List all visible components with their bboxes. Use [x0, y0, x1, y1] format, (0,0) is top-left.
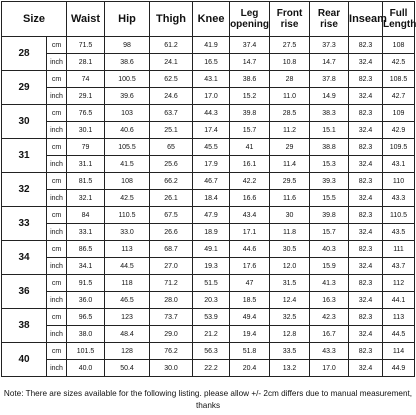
full-length-inch-cell: 44.9	[383, 360, 415, 377]
table-row	[2, 71, 415, 88]
rear-rise-cm-cell: 37.8	[310, 71, 349, 88]
unit-label: inch	[47, 292, 67, 309]
unit-label: inch	[47, 224, 67, 241]
hip-cm-cell: 105.5	[105, 139, 150, 156]
front-rise-cm-cell: 29.5	[270, 173, 310, 190]
inseam-cm-cell: 82.3	[349, 241, 383, 258]
waist-cm-cell: 86.5	[67, 241, 105, 258]
leg-opening-inch-cell: 19.4	[230, 326, 270, 343]
rear-rise-cm-cell: 40.3	[310, 241, 349, 258]
hip-inch-cell: 40.6	[105, 122, 150, 139]
size-label: 33	[2, 207, 47, 241]
full-length-cm-cell: 110.5	[383, 207, 415, 224]
hip-cm-cell: 98	[105, 37, 150, 54]
leg-opening-inch-cell: 15.7	[230, 122, 270, 139]
waist-cm-cell: 91.5	[67, 275, 105, 292]
full-length-cm-cell: 110	[383, 173, 415, 190]
inseam-cm-cell: 82.3	[349, 37, 383, 54]
knee-inch-cell: 19.3	[193, 258, 230, 275]
knee-cm-cell: 56.3	[193, 343, 230, 360]
hip-cm-cell: 110.5	[105, 207, 150, 224]
front-rise-cm-cell: 30.5	[270, 241, 310, 258]
inseam-cm-cell: 82.3	[349, 275, 383, 292]
thigh-inch-cell: 28.0	[150, 292, 193, 309]
leg-opening-cm-cell: 44.6	[230, 241, 270, 258]
inseam-inch-cell: 32.4	[349, 156, 383, 173]
waist-inch-cell: 31.1	[67, 156, 105, 173]
leg-opening-cm-cell: 47	[230, 275, 270, 292]
front-rise-inch-cell: 11.0	[270, 88, 310, 105]
hip-inch-cell: 44.5	[105, 258, 150, 275]
full-length-cm-cell: 109	[383, 105, 415, 122]
header-rear-rise: Rear rise	[310, 2, 349, 37]
front-rise-inch-cell: 11.6	[270, 190, 310, 207]
front-rise-inch-cell: 12.4	[270, 292, 310, 309]
hip-inch-cell: 42.5	[105, 190, 150, 207]
full-length-inch-cell: 44.1	[383, 292, 415, 309]
table-row	[2, 224, 415, 241]
knee-cm-cell: 53.9	[193, 309, 230, 326]
knee-inch-cell: 17.9	[193, 156, 230, 173]
hip-inch-cell: 33.0	[105, 224, 150, 241]
full-length-cm-cell: 111	[383, 241, 415, 258]
hip-inch-cell: 46.5	[105, 292, 150, 309]
table-row	[2, 258, 415, 275]
front-rise-cm-cell: 31.5	[270, 275, 310, 292]
hip-inch-cell: 39.6	[105, 88, 150, 105]
table-row	[2, 343, 415, 360]
thigh-inch-cell: 26.6	[150, 224, 193, 241]
rear-rise-cm-cell: 38.8	[310, 139, 349, 156]
thigh-inch-cell: 24.1	[150, 54, 193, 71]
hip-cm-cell: 123	[105, 309, 150, 326]
unit-label: cm	[47, 275, 67, 292]
full-length-cm-cell: 113	[383, 309, 415, 326]
table-row	[2, 241, 415, 258]
waist-inch-cell: 33.1	[67, 224, 105, 241]
unit-label: inch	[47, 326, 67, 343]
header-size: Size	[2, 2, 67, 37]
leg-opening-inch-cell: 16.1	[230, 156, 270, 173]
table-row	[2, 173, 415, 190]
inseam-inch-cell: 32.4	[349, 54, 383, 71]
waist-inch-cell: 36.0	[67, 292, 105, 309]
hip-cm-cell: 100.5	[105, 71, 150, 88]
unit-label: inch	[47, 122, 67, 139]
unit-label: inch	[47, 54, 67, 71]
leg-opening-inch-cell: 17.1	[230, 224, 270, 241]
knee-cm-cell: 45.5	[193, 139, 230, 156]
front-rise-cm-cell: 33.5	[270, 343, 310, 360]
waist-cm-cell: 74	[67, 71, 105, 88]
table-row	[2, 275, 415, 292]
thigh-cm-cell: 65	[150, 139, 193, 156]
hip-inch-cell: 41.5	[105, 156, 150, 173]
table-row	[2, 139, 415, 156]
thigh-inch-cell: 29.0	[150, 326, 193, 343]
waist-inch-cell: 38.0	[67, 326, 105, 343]
full-length-cm-cell: 112	[383, 275, 415, 292]
full-length-inch-cell: 42.5	[383, 54, 415, 71]
waist-cm-cell: 101.5	[67, 343, 105, 360]
thigh-cm-cell: 76.2	[150, 343, 193, 360]
leg-opening-cm-cell: 38.6	[230, 71, 270, 88]
waist-cm-cell: 79	[67, 139, 105, 156]
thigh-cm-cell: 71.2	[150, 275, 193, 292]
size-label: 30	[2, 105, 47, 139]
header-front-rise: Front rise	[270, 2, 310, 37]
hip-inch-cell: 50.4	[105, 360, 150, 377]
knee-cm-cell: 43.1	[193, 71, 230, 88]
size-label: 34	[2, 241, 47, 275]
knee-cm-cell: 41.9	[193, 37, 230, 54]
front-rise-inch-cell: 13.2	[270, 360, 310, 377]
thigh-cm-cell: 67.5	[150, 207, 193, 224]
size-label: 31	[2, 139, 47, 173]
inseam-cm-cell: 82.3	[349, 309, 383, 326]
table-row	[2, 292, 415, 309]
knee-inch-cell: 20.3	[193, 292, 230, 309]
rear-rise-cm-cell: 37.3	[310, 37, 349, 54]
leg-opening-inch-cell: 20.4	[230, 360, 270, 377]
front-rise-cm-cell: 27.5	[270, 37, 310, 54]
front-rise-cm-cell: 29	[270, 139, 310, 156]
thigh-cm-cell: 66.2	[150, 173, 193, 190]
inseam-inch-cell: 32.4	[349, 258, 383, 275]
table-row	[2, 190, 415, 207]
thigh-cm-cell: 63.7	[150, 105, 193, 122]
hip-cm-cell: 118	[105, 275, 150, 292]
header-hip: Hip	[105, 2, 150, 37]
front-rise-cm-cell: 30	[270, 207, 310, 224]
thigh-inch-cell: 25.6	[150, 156, 193, 173]
waist-inch-cell: 34.1	[67, 258, 105, 275]
size-label: 28	[2, 37, 47, 71]
thigh-inch-cell: 24.6	[150, 88, 193, 105]
unit-label: cm	[47, 37, 67, 54]
front-rise-inch-cell: 12.0	[270, 258, 310, 275]
unit-label: cm	[47, 139, 67, 156]
full-length-cm-cell: 108	[383, 37, 415, 54]
leg-opening-cm-cell: 51.8	[230, 343, 270, 360]
waist-cm-cell: 84	[67, 207, 105, 224]
header-knee: Knee	[193, 2, 230, 37]
inseam-inch-cell: 32.4	[349, 190, 383, 207]
unit-label: cm	[47, 241, 67, 258]
unit-label: cm	[47, 173, 67, 190]
leg-opening-inch-cell: 17.6	[230, 258, 270, 275]
size-label: 36	[2, 275, 47, 309]
size-label: 38	[2, 309, 47, 343]
table-row	[2, 207, 415, 224]
leg-opening-inch-cell: 15.2	[230, 88, 270, 105]
leg-opening-cm-cell: 42.2	[230, 173, 270, 190]
header-full-length: Full Length	[383, 2, 415, 37]
table-row	[2, 309, 415, 326]
knee-cm-cell: 51.5	[193, 275, 230, 292]
front-rise-inch-cell: 12.8	[270, 326, 310, 343]
knee-inch-cell: 18.9	[193, 224, 230, 241]
knee-cm-cell: 49.1	[193, 241, 230, 258]
hip-inch-cell: 38.6	[105, 54, 150, 71]
inseam-inch-cell: 32.4	[349, 224, 383, 241]
waist-cm-cell: 76.5	[67, 105, 105, 122]
inseam-inch-cell: 32.4	[349, 326, 383, 343]
leg-opening-cm-cell: 43.4	[230, 207, 270, 224]
unit-label: inch	[47, 360, 67, 377]
header-row	[2, 2, 415, 37]
header-thigh: Thigh	[150, 2, 193, 37]
full-length-cm-cell: 108.5	[383, 71, 415, 88]
rear-rise-cm-cell: 38.3	[310, 105, 349, 122]
front-rise-cm-cell: 32.5	[270, 309, 310, 326]
rear-rise-inch-cell: 15.3	[310, 156, 349, 173]
rear-rise-cm-cell: 41.3	[310, 275, 349, 292]
inseam-inch-cell: 32.4	[349, 122, 383, 139]
unit-label: cm	[47, 343, 67, 360]
rear-rise-inch-cell: 16.3	[310, 292, 349, 309]
thigh-inch-cell: 25.1	[150, 122, 193, 139]
leg-opening-cm-cell: 41	[230, 139, 270, 156]
footnote: Note: There are sizes available for the following listing. please allow +/- 2cm differs due to manual measurement, thanks	[3, 389, 413, 410]
front-rise-cm-cell: 28	[270, 71, 310, 88]
thigh-inch-cell: 26.1	[150, 190, 193, 207]
size-table	[1, 1, 415, 377]
table-row	[2, 37, 415, 54]
table-row	[2, 105, 415, 122]
leg-opening-inch-cell: 14.7	[230, 54, 270, 71]
front-rise-inch-cell: 10.8	[270, 54, 310, 71]
rear-rise-inch-cell: 17.0	[310, 360, 349, 377]
thigh-cm-cell: 62.5	[150, 71, 193, 88]
knee-cm-cell: 44.3	[193, 105, 230, 122]
waist-inch-cell: 40.0	[67, 360, 105, 377]
size-label: 40	[2, 343, 47, 377]
hip-cm-cell: 103	[105, 105, 150, 122]
table-row	[2, 54, 415, 71]
waist-cm-cell: 81.5	[67, 173, 105, 190]
table-row	[2, 122, 415, 139]
rear-rise-cm-cell: 39.3	[310, 173, 349, 190]
table-row	[2, 326, 415, 343]
unit-label: inch	[47, 258, 67, 275]
waist-cm-cell: 96.5	[67, 309, 105, 326]
leg-opening-cm-cell: 37.4	[230, 37, 270, 54]
unit-label: cm	[47, 105, 67, 122]
full-length-inch-cell: 43.1	[383, 156, 415, 173]
rear-rise-cm-cell: 39.8	[310, 207, 349, 224]
knee-inch-cell: 18.4	[193, 190, 230, 207]
knee-inch-cell: 22.2	[193, 360, 230, 377]
waist-inch-cell: 30.1	[67, 122, 105, 139]
inseam-cm-cell: 82.3	[349, 343, 383, 360]
unit-label: inch	[47, 88, 67, 105]
thigh-inch-cell: 30.0	[150, 360, 193, 377]
waist-inch-cell: 28.1	[67, 54, 105, 71]
full-length-inch-cell: 43.3	[383, 190, 415, 207]
full-length-inch-cell: 42.9	[383, 122, 415, 139]
inseam-cm-cell: 82.3	[349, 139, 383, 156]
size-label: 29	[2, 71, 47, 105]
rear-rise-inch-cell: 15.5	[310, 190, 349, 207]
inseam-inch-cell: 32.4	[349, 88, 383, 105]
waist-inch-cell: 29.1	[67, 88, 105, 105]
table-row	[2, 360, 415, 377]
rear-rise-inch-cell: 14.9	[310, 88, 349, 105]
inseam-inch-cell: 32.4	[349, 292, 383, 309]
unit-label: inch	[47, 190, 67, 207]
rear-rise-cm-cell: 43.3	[310, 343, 349, 360]
leg-opening-cm-cell: 49.4	[230, 309, 270, 326]
thigh-cm-cell: 61.2	[150, 37, 193, 54]
leg-opening-cm-cell: 39.8	[230, 105, 270, 122]
table-row	[2, 88, 415, 105]
unit-label: cm	[47, 71, 67, 88]
waist-inch-cell: 32.1	[67, 190, 105, 207]
rear-rise-inch-cell: 15.9	[310, 258, 349, 275]
inseam-cm-cell: 82.3	[349, 105, 383, 122]
knee-inch-cell: 17.4	[193, 122, 230, 139]
thigh-cm-cell: 73.7	[150, 309, 193, 326]
thigh-inch-cell: 27.0	[150, 258, 193, 275]
knee-cm-cell: 46.7	[193, 173, 230, 190]
front-rise-inch-cell: 11.2	[270, 122, 310, 139]
table-body	[2, 37, 415, 377]
full-length-inch-cell: 43.5	[383, 224, 415, 241]
inseam-cm-cell: 82.3	[349, 173, 383, 190]
header-waist: Waist	[67, 2, 105, 37]
size-label: 32	[2, 173, 47, 207]
unit-label: cm	[47, 207, 67, 224]
front-rise-cm-cell: 28.5	[270, 105, 310, 122]
full-length-cm-cell: 109.5	[383, 139, 415, 156]
hip-cm-cell: 108	[105, 173, 150, 190]
rear-rise-cm-cell: 42.3	[310, 309, 349, 326]
hip-inch-cell: 48.4	[105, 326, 150, 343]
full-length-inch-cell: 42.7	[383, 88, 415, 105]
full-length-cm-cell: 114	[383, 343, 415, 360]
rear-rise-inch-cell: 14.7	[310, 54, 349, 71]
full-length-inch-cell: 43.7	[383, 258, 415, 275]
unit-label: cm	[47, 309, 67, 326]
table-row	[2, 156, 415, 173]
header-inseam: Inseam	[349, 2, 383, 37]
knee-inch-cell: 21.2	[193, 326, 230, 343]
rear-rise-inch-cell: 15.1	[310, 122, 349, 139]
hip-cm-cell: 113	[105, 241, 150, 258]
unit-label: inch	[47, 156, 67, 173]
inseam-cm-cell: 82.3	[349, 71, 383, 88]
inseam-inch-cell: 32.4	[349, 360, 383, 377]
knee-inch-cell: 16.5	[193, 54, 230, 71]
front-rise-inch-cell: 11.8	[270, 224, 310, 241]
thigh-cm-cell: 68.7	[150, 241, 193, 258]
waist-cm-cell: 71.5	[67, 37, 105, 54]
knee-inch-cell: 17.0	[193, 88, 230, 105]
knee-cm-cell: 47.9	[193, 207, 230, 224]
rear-rise-inch-cell: 16.7	[310, 326, 349, 343]
leg-opening-inch-cell: 16.6	[230, 190, 270, 207]
hip-cm-cell: 128	[105, 343, 150, 360]
full-length-inch-cell: 44.5	[383, 326, 415, 343]
header-leg-opening: Leg opening	[230, 2, 270, 37]
rear-rise-inch-cell: 15.7	[310, 224, 349, 241]
front-rise-inch-cell: 11.4	[270, 156, 310, 173]
leg-opening-inch-cell: 18.5	[230, 292, 270, 309]
inseam-cm-cell: 82.3	[349, 207, 383, 224]
